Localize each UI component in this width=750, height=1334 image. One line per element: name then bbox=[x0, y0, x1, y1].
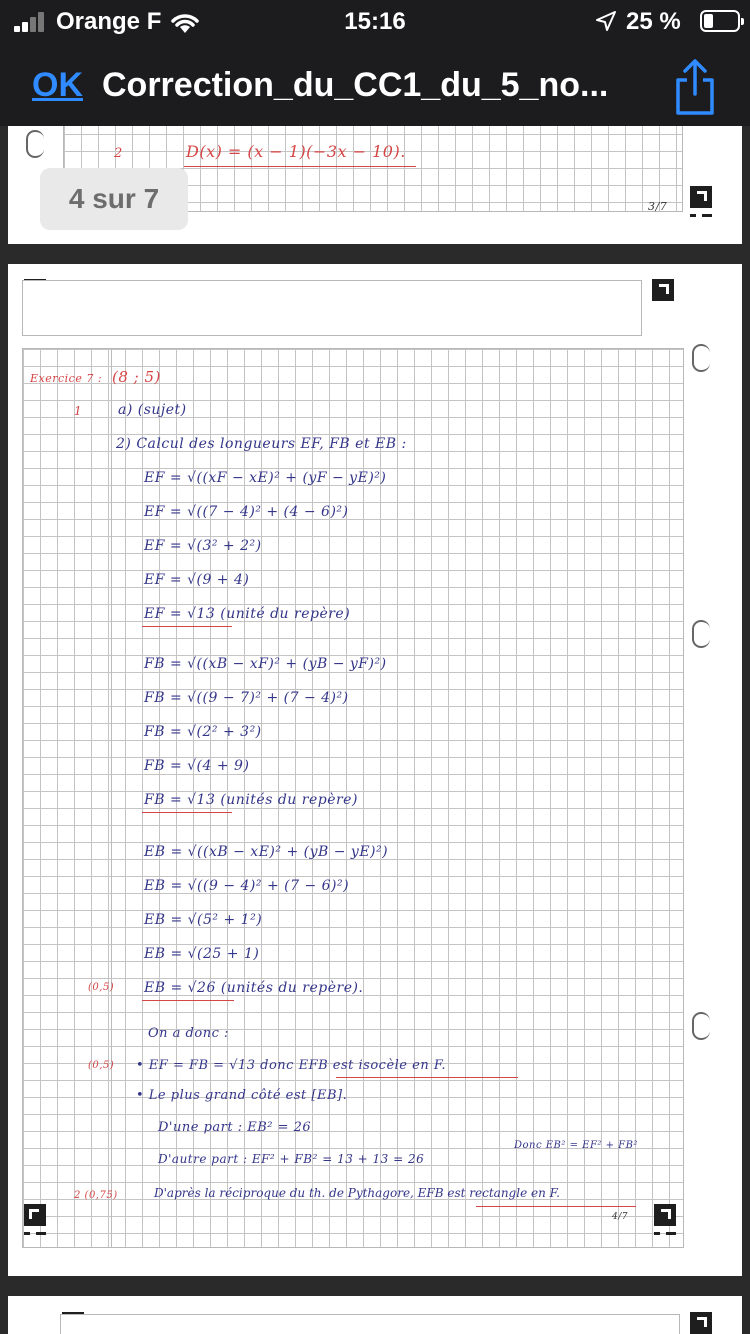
eb-line-5: EB = √26 (unités du repère). bbox=[144, 980, 364, 996]
isosceles-line: • EF = FB = √13 donc EFB est isocèle en F. bbox=[136, 1058, 446, 1073]
scan-marker-icon bbox=[24, 1204, 46, 1226]
ef-line-2: EF = √((7 − 4)² + (4 − 6)²) bbox=[144, 504, 349, 520]
underline bbox=[142, 626, 232, 627]
ef-line-1: EF = √((xF − xE)² + (yF − yE)²) bbox=[144, 470, 387, 486]
status-bar bbox=[0, 0, 750, 44]
ef-line-4: EF = √(9 + 4) bbox=[144, 572, 250, 588]
document-viewer[interactable] bbox=[0, 126, 750, 1334]
longest-side-line: • Le plus grand côté est [EB]. bbox=[136, 1088, 348, 1103]
formula-line: D(x) = (x − 1)(−3x − 10). bbox=[186, 142, 406, 161]
scan-marker-icon bbox=[690, 186, 712, 208]
final-points: 2 (0,75) bbox=[74, 1190, 118, 1201]
final-conclusion: D'après la réciproque du th. de Pythagore, EFB est rectangle en F. bbox=[154, 1186, 560, 1200]
eb-line-3: EB = √(5² + 1²) bbox=[144, 912, 263, 928]
scan-marker-dash bbox=[702, 214, 712, 217]
scan-marker-icon bbox=[654, 1204, 676, 1226]
iso-points: (0,5) bbox=[88, 1060, 115, 1071]
fb-line-1: FB = √((xB − xF)² + (yB − yF)²) bbox=[144, 656, 387, 672]
punch-hole bbox=[692, 620, 710, 648]
header-box bbox=[60, 1314, 680, 1334]
done-button[interactable]: OK bbox=[32, 66, 83, 104]
scan-marker-dash bbox=[654, 1232, 660, 1235]
underline bbox=[142, 812, 232, 813]
battery-icon bbox=[700, 10, 740, 32]
exercise-points: (8 ; 5) bbox=[112, 368, 161, 386]
fb-line-4: FB = √(4 + 9) bbox=[144, 758, 250, 774]
battery-percentage: 25 % bbox=[626, 8, 681, 35]
scan-marker-dash bbox=[24, 1232, 30, 1235]
ef-line-3: EF = √(3² + 2²) bbox=[144, 538, 262, 554]
second-part-line: D'autre part : EF² + FB² = 13 + 13 = 26 bbox=[158, 1152, 425, 1166]
location-arrow-icon bbox=[596, 11, 616, 31]
fb-line-3: FB = √(2² + 3²) bbox=[144, 724, 262, 740]
side-note: Donc EB² = EF² + FB² bbox=[514, 1140, 638, 1151]
eb-points: (0,5) bbox=[88, 982, 115, 993]
page-4 bbox=[8, 264, 742, 1276]
eb-line-4: EB = √(25 + 1) bbox=[144, 946, 260, 962]
exercise-label: Exercice 7 : bbox=[30, 372, 103, 385]
conclusion-intro: On a donc : bbox=[148, 1026, 229, 1041]
header-box bbox=[22, 280, 642, 336]
underline bbox=[336, 1077, 518, 1078]
punch-hole bbox=[26, 130, 44, 158]
carrier-name: Orange F bbox=[56, 8, 162, 35]
row-number: 2 bbox=[114, 146, 123, 161]
share-icon[interactable] bbox=[670, 58, 720, 116]
punch-hole bbox=[692, 344, 710, 372]
page-number: 4/7 bbox=[612, 1212, 628, 1222]
page-counter: 4 sur 7 bbox=[40, 168, 188, 230]
underline bbox=[184, 166, 416, 167]
scan-marker-dash bbox=[666, 1232, 676, 1235]
first-part-line: D'une part : EB² = 26 bbox=[158, 1120, 312, 1135]
navigation-bar bbox=[0, 44, 750, 126]
part-a: a) (sujet) bbox=[118, 402, 187, 418]
scan-marker-icon bbox=[652, 279, 674, 301]
document-title: Correction_du_CC1_du_5_no... bbox=[102, 66, 609, 104]
eb-line-1: EB = √((xB − xE)² + (yB − yE)²) bbox=[144, 844, 389, 860]
page-number: 3/7 bbox=[648, 200, 668, 213]
punch-hole bbox=[692, 1012, 710, 1040]
scan-marker-dash bbox=[690, 214, 696, 217]
margin-line bbox=[111, 348, 112, 1248]
scan-marker-icon bbox=[690, 1312, 712, 1334]
fb-line-2: FB = √((9 − 7)² + (7 − 4)²) bbox=[144, 690, 349, 706]
underline bbox=[142, 1000, 234, 1001]
ef-line-5: EF = √13 (unité du repère) bbox=[144, 606, 351, 622]
part-2-heading: 2) Calcul des longueurs EF, FB et EB : bbox=[116, 436, 407, 452]
clock: 15:16 bbox=[344, 8, 406, 35]
fb-line-5: FB = √13 (unités du repère) bbox=[144, 792, 358, 808]
underline bbox=[476, 1206, 636, 1207]
question-number: 1 bbox=[74, 404, 83, 418]
scan-marker-dash bbox=[36, 1232, 46, 1235]
page-5 bbox=[8, 1296, 742, 1334]
eb-line-2: EB = √((9 − 4)² + (7 − 6)²) bbox=[144, 878, 350, 894]
